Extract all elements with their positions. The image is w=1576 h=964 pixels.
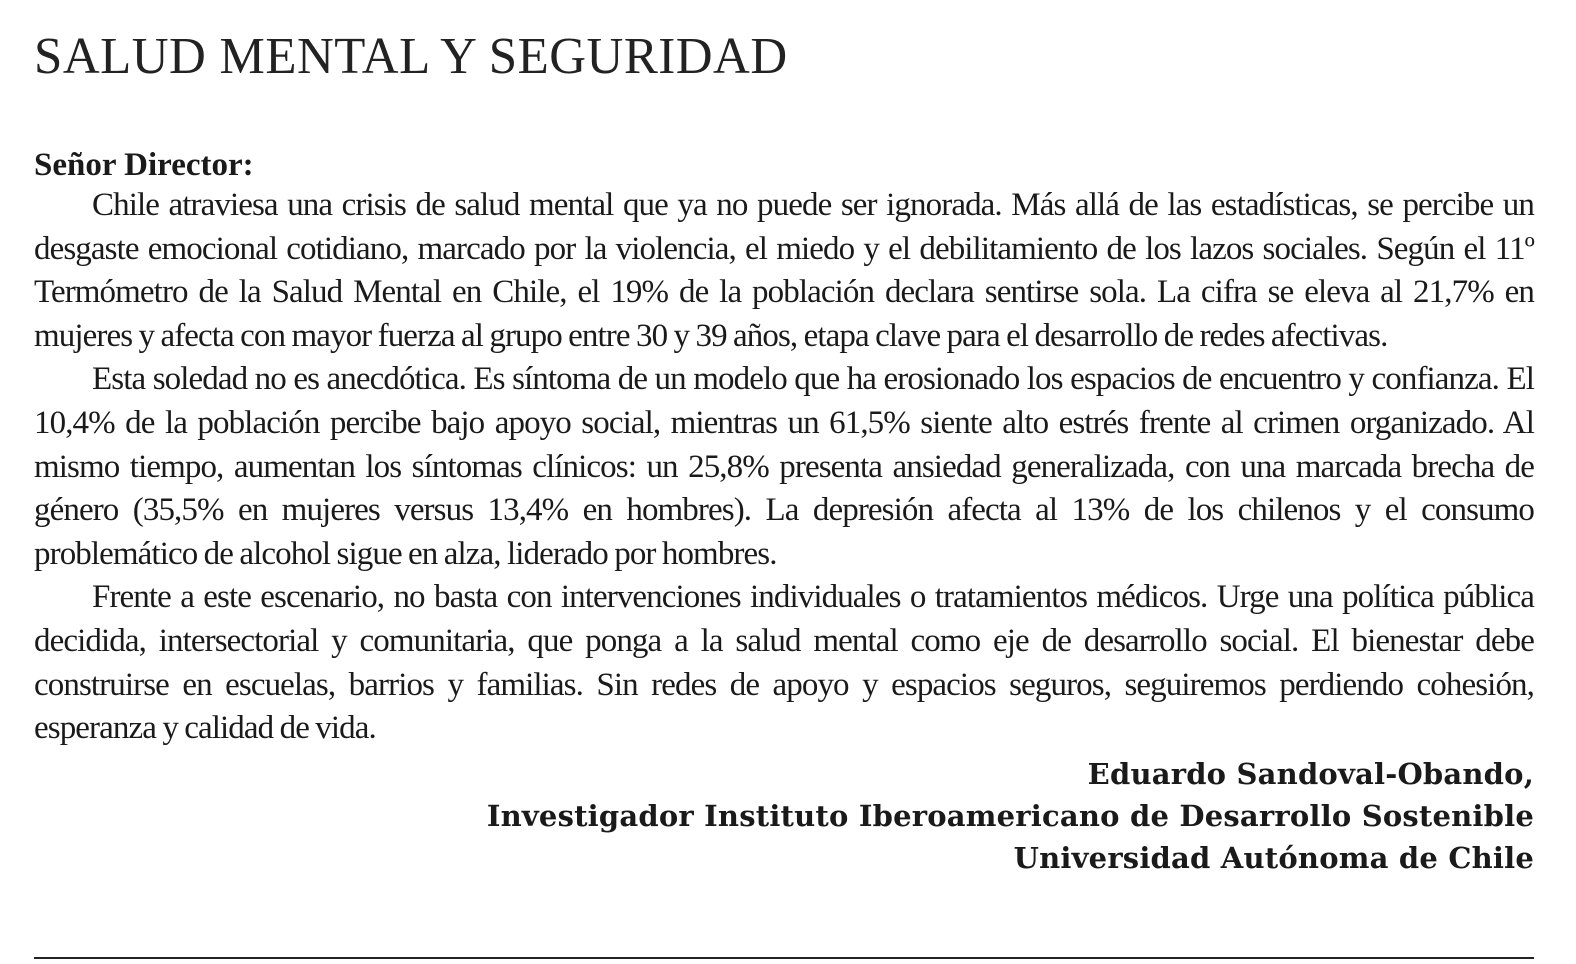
salutation: Señor Director: xyxy=(34,147,254,183)
paragraph: Esta soledad no es anecdótica. Es síntoma de un modelo que ha erosionado los espacios de encuentro y confianza. El 10,4% de la población percibe bajo apoyo social, mientras un 61,5% siente alto estrés frente al crimen organizado. Al mismo tiempo, aumentan los síntomas clínicos: un 25,8% presenta ansiedad generalizada, con una marcada brecha de género (35,5% en mujeres versus 13,4% en hombres). La depresión afecta al 13% de los chilenos y el consumo problemático de alcohol sigue en alza, liderado por hombres. xyxy=(34,361,1534,572)
bottom-divider xyxy=(34,957,1534,959)
letter-body xyxy=(34,184,1534,751)
author-title: Investigador Instituto Iberoamericano de Desarrollo Sostenible xyxy=(486,798,1534,833)
letter-article xyxy=(34,20,1534,879)
paragraph: Chile atraviesa una crisis de salud mental que ya no puede ser ignorada. Más allá de las estadísticas, se percibe un desgaste emocional cotidiano, marcado por la violencia, el miedo y el debilitamiento de los lazos sociales. Según el 11º Termómetro de la Salud Mental en Chile, el 19% de la población declara sentirse sola. La cifra se eleva al 21,7% en mujeres y afecta con mayor fuerza al grupo entre 30 y 39 años, etapa clave para el desarrollo de redes afectivas. xyxy=(34,187,1534,354)
signature-block xyxy=(34,753,1534,879)
headline: SALUD MENTAL Y SEGURIDAD xyxy=(34,28,788,85)
paragraph: Frente a este escenario, no basta con intervenciones individuales o tratamientos médicos. Urge una política pública decidida, intersectorial y comunitaria, que ponga a la salud mental como eje de desarrollo social. El bienestar debe construirse en escuelas, barrios y familias. Sin redes de apoyo y espacios seguros, seguiremos perdiendo cohesión, esperanza y calidad de vida. xyxy=(34,579,1534,747)
author-name: Eduardo Sandoval-Obando, xyxy=(1087,756,1534,791)
author-institution: Universidad Autónoma de Chile xyxy=(1013,840,1534,875)
